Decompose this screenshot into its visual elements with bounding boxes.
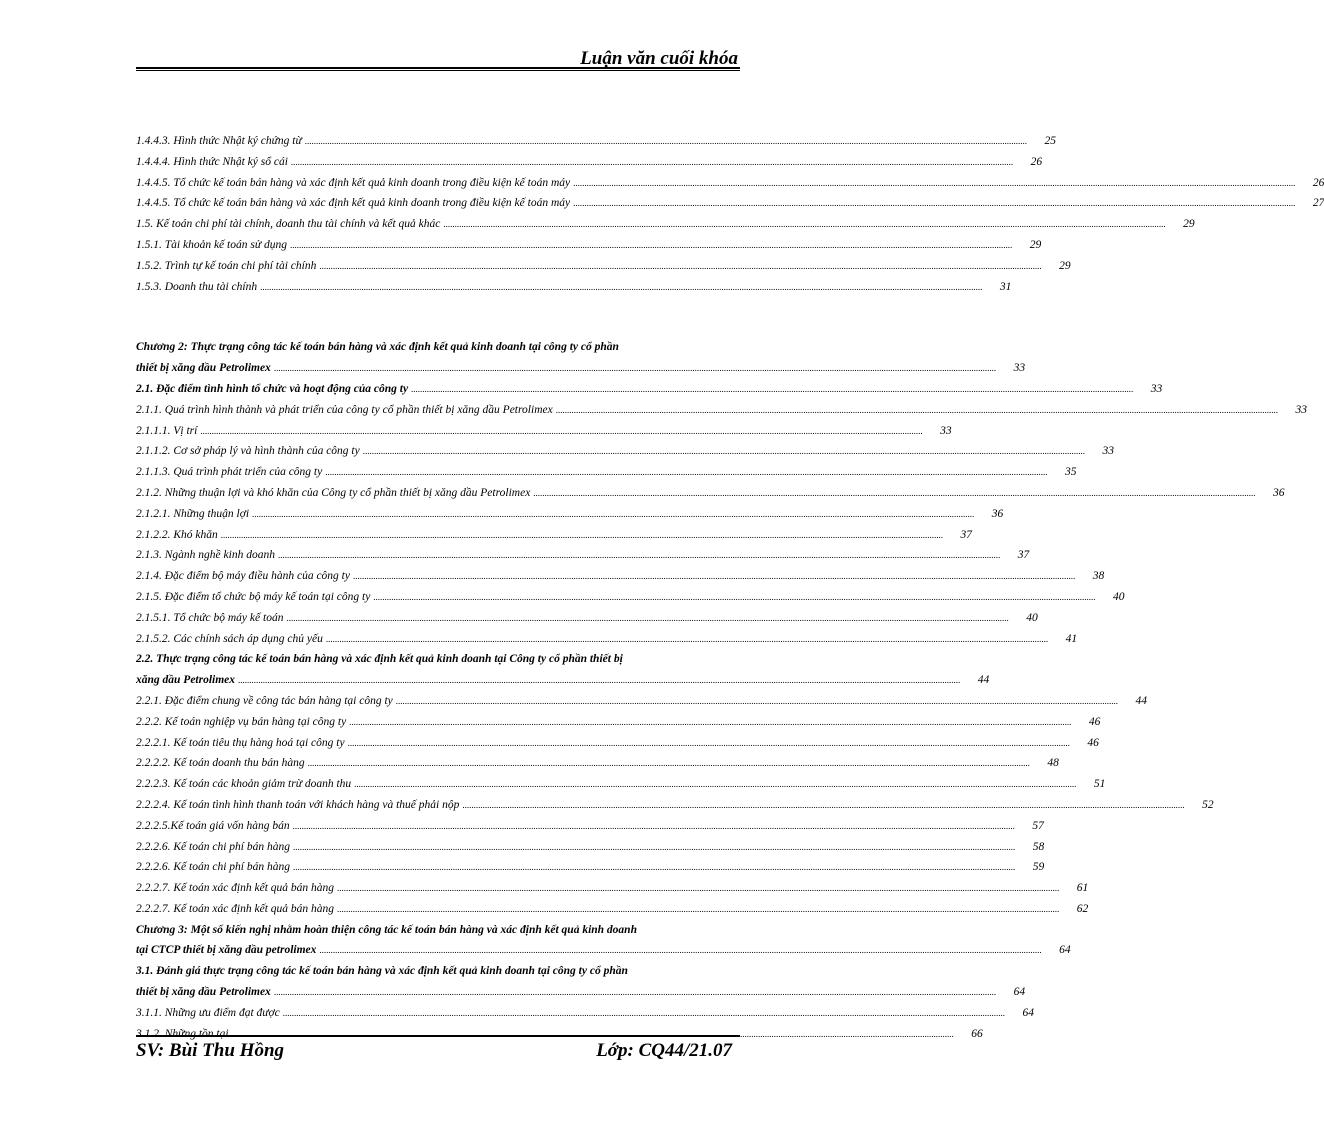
dot-leader <box>283 1003 1005 1024</box>
dot-leader <box>573 173 1295 194</box>
toc-page-number: 33 <box>1295 403 1307 416</box>
toc-page-number: 58 <box>1032 840 1045 853</box>
toc-entry-title: 2.1.5.1. Tổ chức bộ máy kế toán <box>136 611 284 624</box>
toc-entry-title: 2.2.2.3. Kế toán các khoản giảm trừ doanh thu <box>136 778 352 791</box>
dot-leader <box>325 462 1047 483</box>
toc-page-number: 66 <box>971 1027 983 1040</box>
toc-page-number: 57 <box>1032 819 1044 832</box>
toc-page-number: 29 <box>1183 218 1195 231</box>
toc-group-section22 <box>136 691 1214 920</box>
dot-leader <box>305 131 1027 152</box>
toc-entry[interactable] <box>136 691 1148 712</box>
toc-entry-title: 1.4.4.4. Hình thức Nhật ký sổ cái <box>136 155 288 168</box>
toc-entry-title: 2.1. Đặc điểm tình hình tổ chức và hoạt động của công ty <box>136 382 409 395</box>
toc-entry-title: 1.5.2. Trình tự kế toán chi phí tài chính <box>136 259 317 272</box>
toc-entry-title: 2.1.2. Những thuận lợi và khó khăn của Công ty cổ phần thiết bị xăng dầu Petrolimex <box>136 486 531 499</box>
toc-entry[interactable] <box>136 816 1044 837</box>
toc-entry-title: 2.2.2.6. Kế toán chi phí bán hàng <box>136 861 290 874</box>
toc-section31-line2: thiết bị xăng dầu Petrolimex <box>136 986 271 999</box>
toc-page-number: 26 <box>1312 176 1324 189</box>
footer-student-name: SV: Bùi Thu Hồng <box>136 1040 285 1061</box>
toc-entry[interactable] <box>136 837 1045 858</box>
toc-entry-title: 2.1.2.2. Khó khăn <box>136 528 218 541</box>
dot-leader <box>200 421 922 442</box>
toc-entry-title: 2.2.2.7. Kế toán xác định kết quả bán hàng <box>136 882 335 895</box>
toc-page-number: 26 <box>1030 155 1043 168</box>
toc-page-number: 51 <box>1093 778 1106 791</box>
dot-leader <box>278 545 1000 566</box>
toc-page-number: 33 <box>1013 362 1026 375</box>
toc-entry[interactable] <box>136 504 1004 525</box>
toc-page-number: 62 <box>1076 902 1089 915</box>
toc-entry-title: 2.2.2.1. Kế toán tiêu thụ hàng hoá tại công ty <box>136 736 345 749</box>
toc-entry-title: 2.1.1.1. Vị trí <box>136 424 198 437</box>
header-rule <box>136 67 740 71</box>
toc-entry[interactable] <box>136 462 1077 483</box>
toc-page-number: 41 <box>1065 632 1078 645</box>
toc-page-number: 59 <box>1032 861 1045 874</box>
toc-page-number: 33 <box>940 424 952 437</box>
toc-page-number: 37 <box>1017 549 1030 562</box>
dot-leader <box>337 899 1059 920</box>
dot-leader <box>293 857 1015 878</box>
toc-entry[interactable] <box>136 214 1195 235</box>
toc-page-number: 35 <box>1064 466 1077 479</box>
dot-leader <box>319 940 1041 961</box>
toc-entry-title: 2.1.5.2. Các chính sách áp dụng chủ yếu <box>136 632 323 645</box>
toc-page-number: 36 <box>1273 486 1285 499</box>
toc-page-number: 36 <box>991 507 1004 520</box>
toc-entry-title: 2.1.3. Ngành nghề kinh doanh <box>136 549 275 562</box>
dot-leader <box>252 504 974 525</box>
toc-page-number: 64 <box>1013 986 1026 999</box>
toc-entry-title: 1.5.1. Tài khoản kế toán sử dụng <box>136 238 287 251</box>
toc-entry-title: 2.2.2.4. Kế toán tình hình thanh toán với khách hàng và thuế phải nộp <box>136 798 460 811</box>
toc-entry[interactable] <box>136 878 1089 899</box>
toc-entry-title: 1.5. Kế toán chi phí tài chính, doanh thu tài chính và kết quả khác <box>136 218 441 231</box>
toc-chapter2-heading[interactable] <box>136 337 1026 379</box>
dot-leader <box>238 670 960 691</box>
toc-entry-title: 2.2.2.5.Kế toán giá vốn hàng bán <box>136 819 290 832</box>
dot-leader <box>349 712 1071 733</box>
toc-entry[interactable] <box>136 733 1099 754</box>
toc-page-number: 61 <box>1076 882 1089 895</box>
toc-page-number: 40 <box>1026 611 1038 624</box>
dot-leader <box>326 629 1048 650</box>
toc-group-section21 <box>136 379 1307 649</box>
toc-section22-line1: 2.2. Thực trạng công tác kế toán bán hàng và xác định kết quả kinh doanh tại Công ty cổ phần thiết bị <box>136 653 623 666</box>
toc-page-number: 31 <box>999 280 1012 293</box>
toc-entry[interactable] <box>136 1003 1035 1024</box>
dot-leader <box>443 214 1165 235</box>
dot-leader <box>290 235 1012 256</box>
toc-entry[interactable] <box>136 483 1285 504</box>
toc-chapter2-line1: Chương 2: Thực trạng công tác kế toán bán hàng và xác định kết quả kinh doanh tại công ty cổ phần <box>136 341 619 354</box>
toc-entry-title: 3.1.1. Những ưu điểm đạt được <box>136 1006 280 1019</box>
toc-entry[interactable] <box>136 774 1106 795</box>
table-of-contents <box>136 131 1324 1044</box>
toc-entry[interactable] <box>136 712 1101 733</box>
toc-page-number: 38 <box>1092 570 1105 583</box>
toc-entry[interactable] <box>136 753 1059 774</box>
toc-entry-title: 3.1.2. Những tồn tại <box>136 1027 229 1040</box>
dot-leader <box>348 733 1070 754</box>
toc-page-number: 44 <box>1135 694 1148 707</box>
dot-leader <box>260 277 982 298</box>
toc-section31-heading[interactable] <box>136 961 1026 1003</box>
toc-page-number: 46 <box>1088 715 1101 728</box>
dot-leader <box>274 358 996 379</box>
footer-class: Lớp: CQ44/21.07 <box>596 1040 732 1061</box>
toc-entry[interactable] <box>136 629 1078 650</box>
toc-page-number: 29 <box>1029 238 1042 251</box>
toc-entry[interactable] <box>136 131 1056 152</box>
toc-entry[interactable] <box>136 256 1071 277</box>
toc-entry-title: 2.2.2.7. Kế toán xác định kết quả bán hàng <box>136 902 335 915</box>
dot-leader <box>556 400 1278 421</box>
toc-chapter2-line2: thiết bị xăng dầu Petrolimex <box>136 362 271 375</box>
toc-page-number: 48 <box>1047 757 1059 770</box>
dot-leader <box>533 483 1255 504</box>
toc-entry[interactable] <box>136 525 973 546</box>
toc-entry[interactable] <box>136 545 1030 566</box>
toc-entry[interactable] <box>136 857 1045 878</box>
toc-entry[interactable] <box>136 795 1214 816</box>
toc-page-number: 37 <box>960 528 973 541</box>
toc-entry-title: 2.1.4. Đặc điểm bộ máy điều hành của công ty <box>136 570 350 583</box>
toc-page-number: 44 <box>977 674 990 687</box>
toc-entry-title: 2.1.1. Quá trình hình thành và phát triển của công ty cổ phần thiết bị xăng dầu Petrolimex <box>136 403 553 416</box>
toc-entry-title: 2.1.5. Đặc điểm tổ chức bộ máy kế toán tại công ty <box>136 590 371 603</box>
dot-leader <box>308 753 1030 774</box>
toc-page-number: 29 <box>1059 259 1071 272</box>
toc-entry-title: 1.4.4.3. Hình thức Nhật ký chứng từ <box>136 135 302 147</box>
toc-entry[interactable] <box>136 235 1042 256</box>
footer-rule <box>136 1035 740 1037</box>
toc-entry-title: 2.1.2.1. Những thuận lợi <box>136 507 250 520</box>
toc-entry-title: 2.1.1.3. Quá trình phát triển của công ty <box>136 466 323 479</box>
toc-entry[interactable] <box>136 421 952 442</box>
toc-gap <box>136 297 740 337</box>
toc-chapter3-line1: Chương 3: Một số kiến nghị nhằm hoàn thiện công tác kế toán bán hàng và xác định kết quả kinh doanh <box>136 923 637 936</box>
dot-leader <box>337 878 1059 899</box>
toc-entry[interactable] <box>136 277 1012 298</box>
toc-entry[interactable] <box>136 193 1324 214</box>
toc-entry[interactable] <box>136 441 1114 462</box>
toc-page-number: 64 <box>1059 944 1071 957</box>
toc-page-number: 25 <box>1044 135 1056 147</box>
toc-page-number: 46 <box>1087 736 1099 749</box>
toc-page-number: 64 <box>1022 1006 1035 1019</box>
toc-chapter3-line2: tại CTCP thiết bị xăng dầu petrolimex <box>136 944 317 957</box>
toc-entry-title: 2.1.1.2. Cơ sở pháp lý và hình thành của công ty <box>136 445 360 458</box>
dot-leader <box>221 525 943 546</box>
toc-entry-title: 2.2.2.2. Kế toán doanh thu bán hàng <box>136 757 305 770</box>
toc-entry-title: 1.4.4.5. Tổ chức kế toán bán hàng và xác định kết quả kinh doanh trong điều kiện kế toán máy <box>136 176 571 189</box>
toc-entry[interactable] <box>136 400 1307 421</box>
dot-leader <box>293 816 1015 837</box>
toc-entry-title: 2.2.2. Kế toán nghiệp vụ bán hàng tại công ty <box>136 715 347 728</box>
document-header-title: Luận văn cuối khóa <box>580 48 738 69</box>
toc-entry-title: 1.4.4.5. Tổ chức kế toán bán hàng và xác định kết quả kinh doanh trong điều kiện kế toán máy <box>136 197 571 210</box>
toc-group-section31 <box>136 1003 1035 1045</box>
dot-leader <box>286 608 1008 629</box>
toc-entry-title: 2.2.2.6. Kế toán chi phí bán hàng <box>136 840 290 853</box>
dot-leader <box>396 691 1118 712</box>
toc-page-number: 27 <box>1312 197 1324 210</box>
toc-entry[interactable] <box>136 152 1043 173</box>
toc-entry[interactable] <box>136 899 1089 920</box>
toc-entry[interactable] <box>136 379 1163 400</box>
toc-group-chapter1 <box>136 131 1324 297</box>
toc-entry-title: 2.2.1. Đặc điểm chung về công tác bán hàng tại công ty <box>136 694 393 707</box>
toc-section22-heading[interactable] <box>136 649 990 691</box>
dot-leader <box>353 566 1075 587</box>
toc-entry[interactable] <box>136 566 1105 587</box>
toc-page-number: 33 <box>1102 445 1114 458</box>
dot-leader <box>462 795 1184 816</box>
dot-leader <box>319 256 1041 277</box>
toc-page-number: 33 <box>1150 382 1163 395</box>
dot-leader <box>573 193 1295 214</box>
toc-entry-title: 1.5.3. Doanh thu tài chính <box>136 280 258 293</box>
toc-section31-line1: 3.1. Đánh giá thực trạng công tác kế toán bán hàng và xác định kết quả kinh doanh tại công ty cổ phần <box>136 965 628 978</box>
dot-leader <box>274 982 996 1003</box>
dot-leader <box>291 152 1013 173</box>
toc-page-number: 40 <box>1113 590 1125 603</box>
dot-leader <box>411 379 1133 400</box>
dot-leader <box>354 774 1076 795</box>
toc-page-number: 52 <box>1202 798 1214 811</box>
dot-leader <box>373 587 1095 608</box>
toc-chapter3-heading[interactable] <box>136 920 1071 962</box>
dot-leader <box>363 441 1085 462</box>
dot-leader <box>293 837 1015 858</box>
toc-entry[interactable] <box>136 608 1038 629</box>
toc-section22-line2: xăng dầu Petrolimex <box>136 674 236 687</box>
toc-entry[interactable] <box>136 587 1125 608</box>
toc-entry[interactable] <box>136 173 1324 194</box>
